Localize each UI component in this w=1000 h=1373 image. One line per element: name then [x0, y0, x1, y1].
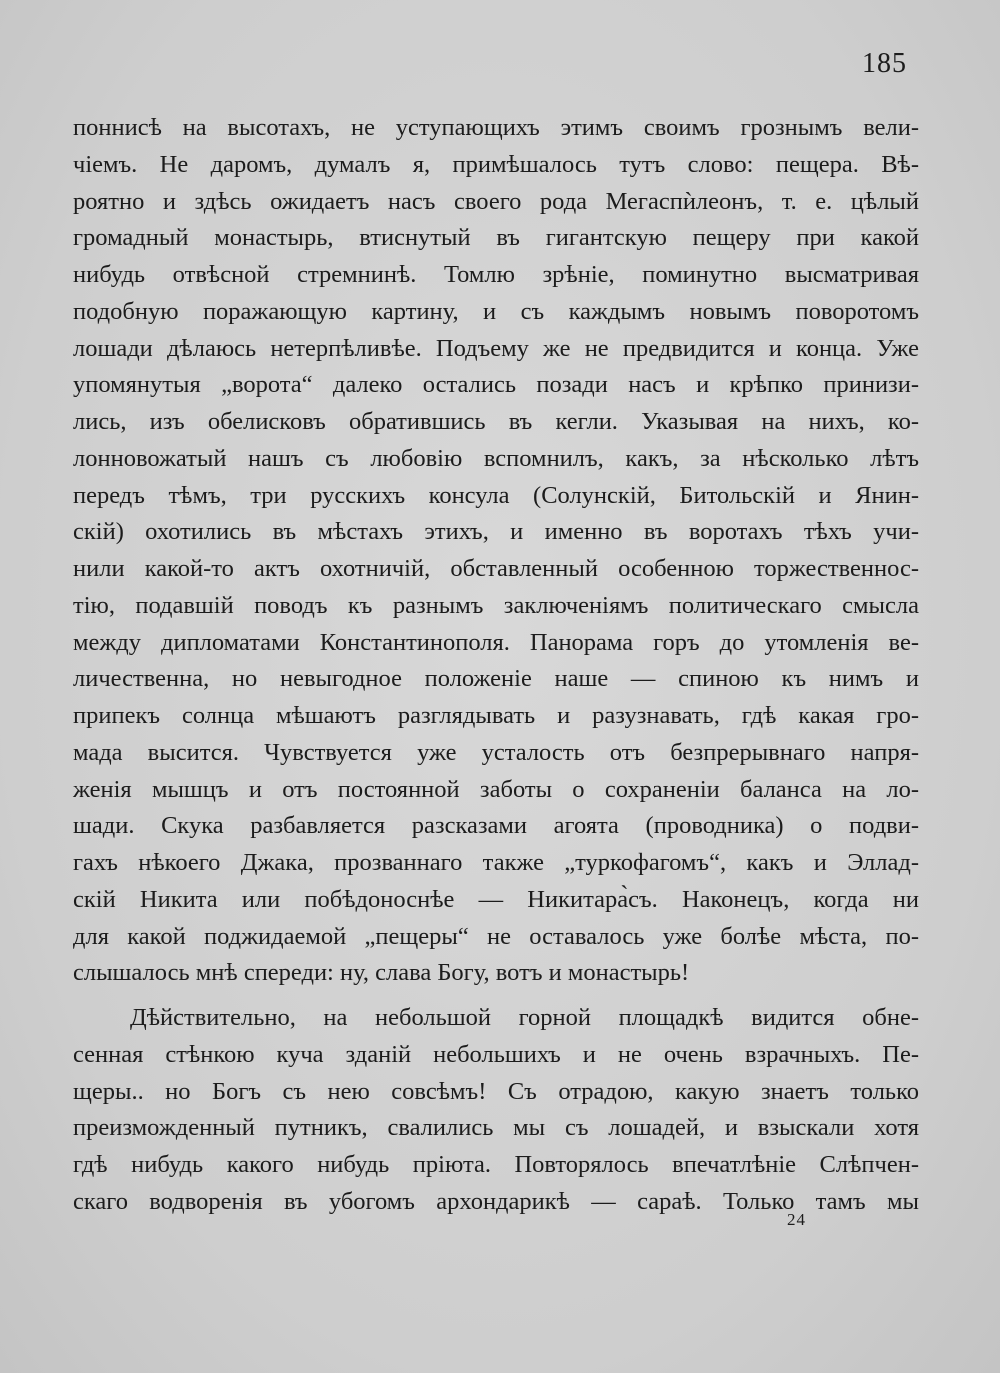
text-line: лошади дѣлаюсь нетерпѣливѣе. Подъему же не предвидится и конца. Уже: [73, 334, 919, 362]
paragraph-gap: [73, 992, 919, 1000]
text-line: громадный монастырь, втиснутый въ гигантскую пещеру при какой: [73, 224, 919, 252]
text-line: передъ тѣмъ, три русскихъ консула (Солунскій, Битольскій и Янин-: [73, 481, 919, 509]
text-line: чіемъ. Не даромъ, думалъ я, примѣшалось тутъ слово: пещера. Вѣ-: [73, 150, 919, 178]
text-line: лонновожатый нашъ съ любовію вспомнилъ, какъ, за нѣсколько лѣтъ: [73, 444, 919, 472]
text-line: роятно и здѣсь ожидаетъ насъ своего рода Мегаспѝлеонъ, т. е. цѣлый: [73, 187, 919, 215]
text-line: скій Никита или побѣдоноснѣе — Никитара̀съ. Наконецъ, когда ни: [73, 885, 919, 913]
text-line: мада высится. Чувствуется уже усталость отъ безпрерывнаго напря-: [73, 738, 919, 766]
text-line: для какой поджидаемой „пещеры“ не оставалось уже болѣе мѣста, по-: [73, 922, 919, 950]
text-line: скій) охотились въ мѣстахъ этихъ, и именно въ воротахъ тѣхъ учи-: [73, 518, 919, 546]
text-line: щеры.. но Богъ съ нею совсѣмъ! Съ отрадою, какую знаетъ только: [73, 1077, 919, 1105]
text-line: нибудь отвѣсной стремнинѣ. Томлю зрѣніе, поминутно высматривая: [73, 261, 919, 288]
paragraph: [73, 1000, 919, 1221]
text-line: гдѣ нибудь какого нибудь пріюта. Повторялось впечатлѣніе Слѣпчен-: [73, 1151, 919, 1178]
text-line: гахъ нѣкоего Джака, прозваннаго также „туркофагомъ“, какъ и Эллад-: [73, 849, 919, 876]
text-line: поннисѣ на высотахъ, не уступающихъ этимъ своимъ грознымъ вели-: [73, 114, 919, 141]
text-line: подобную поражающую картину, и съ каждымъ новымъ поворотомъ: [73, 297, 919, 325]
text-line: лись, изъ обелисковъ обратившись въ кегли. Указывая на нихъ, ко-: [73, 408, 919, 435]
body-text: [73, 110, 919, 1221]
text-line: между дипломатами Константинополя. Панорама горъ до утомленія ве-: [73, 628, 919, 656]
text-line: шади. Скука разбавляется разсказами агоята (проводника) о подви-: [73, 812, 919, 840]
text-line: личественна, но невыгодное положеніе наше — спиною къ нимъ и: [73, 665, 919, 693]
text-line: упомянутыя „ворота“ далеко остались позади насъ и крѣпко принизи-: [73, 371, 919, 399]
text-line: скаго водворенія въ убогомъ архондарикѣ — сараѣ. Только тамъ мы: [73, 1187, 919, 1215]
page-number: 185: [862, 48, 907, 79]
text-line: Дѣйствительно, на небольшой горной площадкѣ видится обне-: [130, 1004, 919, 1031]
text-line: женія мышцъ и отъ постоянной заботы о сохраненіи баланса на ло-: [73, 775, 919, 803]
text-line: припекъ солнца мѣшаютъ разглядывать и разузнавать, гдѣ какая гро-: [73, 702, 919, 729]
printer-signature: 24: [787, 1210, 806, 1229]
paragraph: [73, 110, 919, 992]
text-line: преизможденный путникъ, свалились мы съ лошадей, и взыскали хотя: [73, 1114, 919, 1142]
text-line: сенная стѣнкою куча зданій небольшихъ и не очень взрачныхъ. Пе-: [73, 1040, 919, 1068]
text-line: нили какой-то актъ охотничій, обставленный особенною торжественнос-: [73, 555, 919, 582]
text-line: слышалось мнѣ спереди: ну, слава Богу, вотъ и монастырь!: [73, 959, 690, 987]
text-line: тію, подавшій поводъ къ разнымъ заключеніямъ политическаго смысла: [73, 591, 919, 619]
